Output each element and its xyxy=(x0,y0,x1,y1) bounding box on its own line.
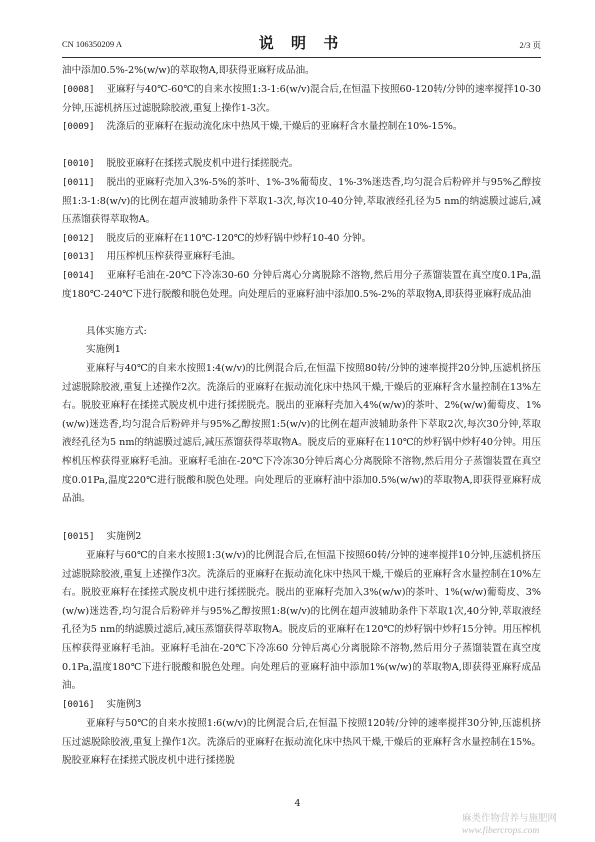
paragraph-0011: [0011] 脱出的亚麻籽壳加入3%-5%的茶叶、1%-3%葡萄皮、1%-3%迷迭香,均匀混合后粉碎并与95%乙醇按照1:3-1:8(w/v)的比例在超声波辅助条件下萃取1-3次,每次10-40分钟,萃取液经孔径为5 nm的纳滤膜过滤后,减压蒸馏获得萃取物A。 xyxy=(62,174,541,230)
watermark xyxy=(462,812,557,838)
paragraph-0008: [0008] 亚麻籽与40℃-60℃的自来水按照1:3-1:6(w/v)混合后,在恒温下按照60-120转/分钟的速率搅拌10-30分钟,压滤机挤压过滤脱除胶液,重复上操作1-3次。 xyxy=(62,81,541,118)
page-header xyxy=(62,32,541,54)
paragraph-number: [0014] xyxy=(62,271,95,281)
paragraph-0012: [0012] 脱皮后的亚麻籽在110℃-120℃的炒籽锅中炒籽10-40 分钟。 xyxy=(62,230,541,249)
example-1-heading: 实施例1 xyxy=(86,344,121,355)
watermark-url: www.fibercrops.com xyxy=(462,826,540,836)
section-heading: 具体实施方式: xyxy=(86,326,147,337)
document-title: 说 明 书 xyxy=(258,34,345,52)
paragraph-0014: [0014] 亚麻籽毛油在-20℃下冷冻30-60 分钟后离心分离脱除不溶物,然后用分子蒸馏装置在真空度0.1Pa,温度180℃-240℃下进行脱酸和脱色处理。向处理后的亚麻籽油中添加0.5%-2%的萃取物A,即获得亚麻籽成品油 xyxy=(62,267,541,304)
paragraph-number: [0011] xyxy=(62,178,95,188)
example-3-text: 亚麻籽与50℃的自来水按照1:6(w/v)的比例混合后,在恒温下按照120转/分钟的速率搅拌30分钟,压滤机挤压过滤脱除胶液,重复上操作1次。洗涤后的亚麻籽在振动流化床中热风干燥,干燥后的亚麻籽含水量控制在15%。脱胶亚麻籽在揉搓式脱皮机中进行揉搓脱 xyxy=(62,718,541,767)
paragraph-0013: [0013] 用压榨机压榨获得亚麻籽毛油。 xyxy=(62,248,541,267)
paragraph-0016: [0016] 实施例3 xyxy=(62,696,541,715)
paragraph-0010: [0010] 脱胶亚麻籽在揉搓式脱皮机中进行揉搓脱壳。 xyxy=(62,155,541,174)
paragraph-number: [0015] xyxy=(62,532,95,542)
paragraph-number: [0008] xyxy=(62,85,95,95)
example-2-text: 亚麻籽与60℃的自来水按照1:3(w/v)的比例混合后,在恒温下按照60转/分钟的速率搅拌10分钟,压滤机挤压过滤脱除胶液,重复上述操作3次。洗涤后的亚麻籽在振动流化床中热风干燥,干燥后的亚麻籽含水量控制在10%左右。脱胶亚麻籽在揉搓式脱皮机中进行揉搓脱壳。脱出的亚麻籽壳加入3%(w/w)的茶叶、1%(w/w)葡萄皮、3%(w/w)迷迭香,均匀混合后粉碎并与95%乙醇按照1:8(w/v)的比例在超声波辅助条件下萃取1次,40分钟,萃取液经孔径为5 nm的纳滤膜过滤后,减压蒸馏获得萃取物A。脱皮后的亚麻籽在120℃的炒籽锅中炒籽15分钟。用压榨机压榨获得亚麻籽毛油。亚麻籽毛油在-20℃下冷冻60 分钟后离心分离脱除不溶物,然后用分子蒸馏装置在真空度0.1Pa,温度180℃下进行脱酸和脱色处理。向处理后的亚麻籽油中添加1%(w/w)的萃取物A,即获得亚麻籽成品油。 xyxy=(62,550,541,692)
watermark-site-name: 麻类作物营养与施肥网 xyxy=(462,813,558,824)
document-number: CN 106350209 A xyxy=(62,39,122,49)
paragraph-number: [0009] xyxy=(62,122,95,132)
paragraph-0015: [0015] 实施例2 xyxy=(62,528,541,547)
paragraph-0009: [0009] 洗涤后的亚麻籽在振动流化床中热风干燥,干燥后的亚麻籽含水量控制在10%-15%。 xyxy=(62,118,541,137)
paragraph-number: [0016] xyxy=(62,700,95,710)
header-divider xyxy=(62,57,541,58)
paragraph-number: [0012] xyxy=(62,234,95,244)
paragraph-number: [0013] xyxy=(62,252,95,262)
paragraph-number: [0010] xyxy=(62,159,95,169)
page-reference: 2/3 页 xyxy=(519,40,541,50)
paragraph-continuation: 油中添加0.5%-2%(w/w)的萃取物A,即获得亚麻籽成品油。 xyxy=(62,65,315,76)
page-number: 4 xyxy=(294,798,301,809)
example-1-text: 亚麻籽与40℃的自来水按照1:4(w/v)的比例混合后,在恒温下按照80转/分钟的速率搅拌20分钟,压滤机挤压过滤脱除胶液,重复上述操作2次。洗涤后的亚麻籽在振动流化床中热风干燥,干燥后的亚麻籽含水量控制在13%左右。脱胶亚麻籽在揉搓式脱皮机中进行揉搓脱壳。脱出的亚麻籽壳加入4%(w/w)的茶叶、2%(w/w)葡萄皮、1%(w/w)迷迭香,均匀混合后粉碎并与95%乙醇按照1:5(w/v)的比例在超声波辅助条件下萃取2次,每次30分钟,萃取液经孔径为5 nm的纳滤膜过滤后,减压蒸馏获得萃取物A。脱皮后的亚麻籽在110℃的炒籽锅中炒籽40分钟。用压榨机压榨获得亚麻籽毛油。亚麻籽毛油在-20℃下冷冻30分钟后离心分离脱除不溶物,然后用分子蒸馏装置在真空度0.01Pa,温度220℃进行脱酸和脱色处理。向处理后的亚麻籽油中添加0.5%(w/w)的萃取物A,即获得亚麻籽成品油。 xyxy=(62,363,541,505)
